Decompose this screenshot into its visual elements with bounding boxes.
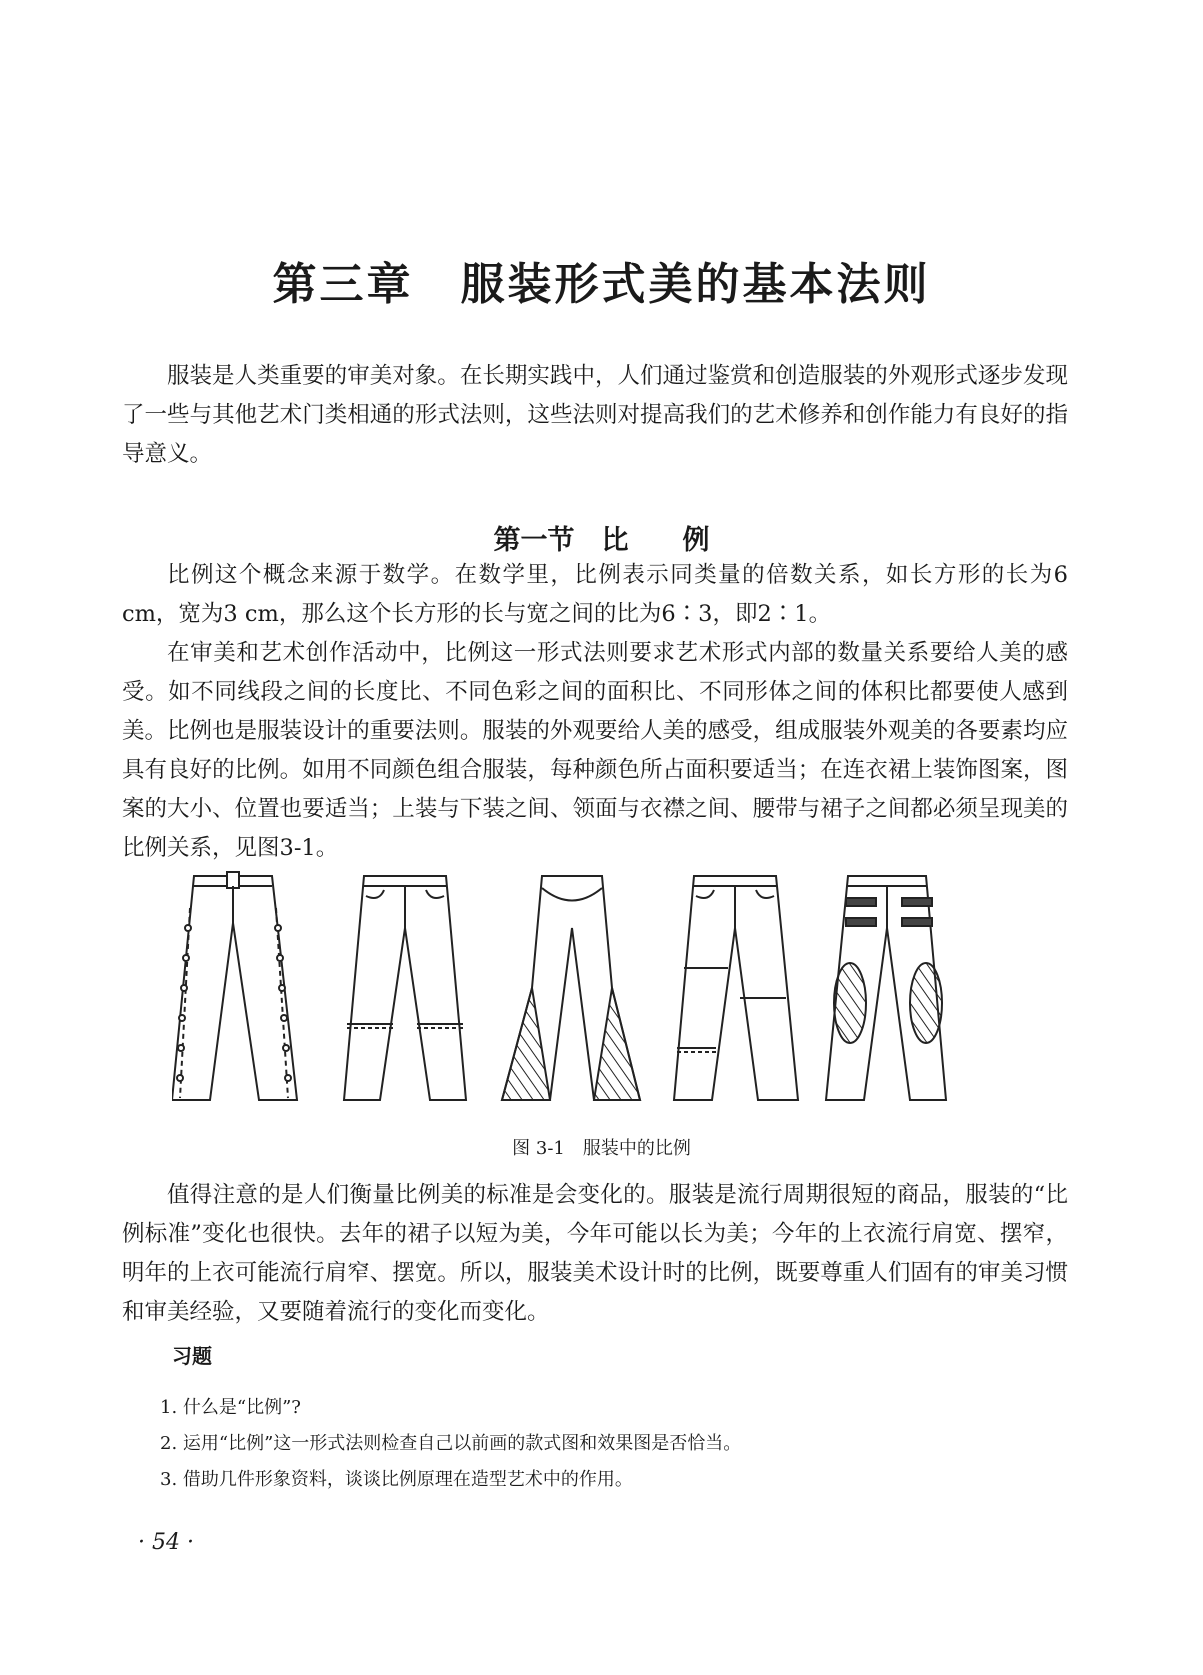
page-number: · 54 · [138, 1530, 194, 1555]
figure-caption: 图 3-1 服装中的比例 [512, 1138, 691, 1159]
exercises-heading: 习题 [172, 1344, 212, 1368]
paragraph-1: 比例这个概念来源于数学。在数学里，比例表示同类量的倍数关系，如长方形的长为6 cm，宽为3 cm，那么这个长方形的长与宽之间的比为6∶3，即2∶1。 [122, 562, 1068, 627]
exercise-item: 2. 运用“比例”这一形式法则检查自己以前画的款式图和效果图是否恰当。 [160, 1433, 742, 1454]
figure-trousers-proportion [172, 868, 1072, 1118]
paragraph-2: 在审美和艺术创作活动中，比例这一形式法则要求艺术形式内部的数量关系要给人美的感受。如不同线段之间的长度比、不同色彩之间的面积比、不同形体之间的体积比都要使人感到美。 [122, 640, 1068, 744]
intro-paragraph: 服装是人类重要的审美对象。在长期实践中，人们通过鉴赏和创造服装的外观形式逐步发现了一些与其他艺术门类相通的形式法则，这些法则对提高我们的艺术修养和创作能力有良好的指导意义。 [122, 363, 1068, 467]
chapter-title: 第三章 服装形式美的基本法则 [272, 259, 931, 310]
exercise-item: 1. 什么是“比例”? [160, 1397, 301, 1418]
trouser-3-illustration [502, 876, 640, 1100]
paragraph-4: 值得注意的是人们衡量比例美的标准是会变化的。服装是流行周期很短的商品，服装的“比例标准”变化也很快。去年的裙子以短为美，今年可能以长为美；今年的上衣流行肩宽、摆窄，明年的上衣可能流行肩窄、摆宽。所以，服装美术设计时的比例，既要尊重人们固有的审美习惯和审美经验，又要随着流行的变化而变化。 [122, 1182, 1068, 1325]
exercise-item: 3. 借助几件形象资料，谈谈比例原理在造型艺术中的作用。 [160, 1469, 633, 1490]
trouser-4-illustration [674, 876, 798, 1100]
exercise-list [160, 1390, 741, 1498]
section-title: 第一节 比 例 [493, 525, 710, 556]
trouser-1-illustration [172, 872, 297, 1100]
paragraph-3: 比例也是服装设计的重要法则。服装的外观要给人美的感受，组成服装外观美的各要素均应具有良好的比例。如用不同颜色组合服装，每种颜色所占面积要适当；在连衣裙上装饰图案，图案的大小、位置也要适当；上装与下装之间、领面与衣襟之间、腰带与裙子之间都必须呈现美的比例关系，见图3-1。 [122, 718, 1068, 861]
trouser-2-illustration [344, 876, 466, 1100]
trouser-5-illustration [826, 876, 946, 1100]
